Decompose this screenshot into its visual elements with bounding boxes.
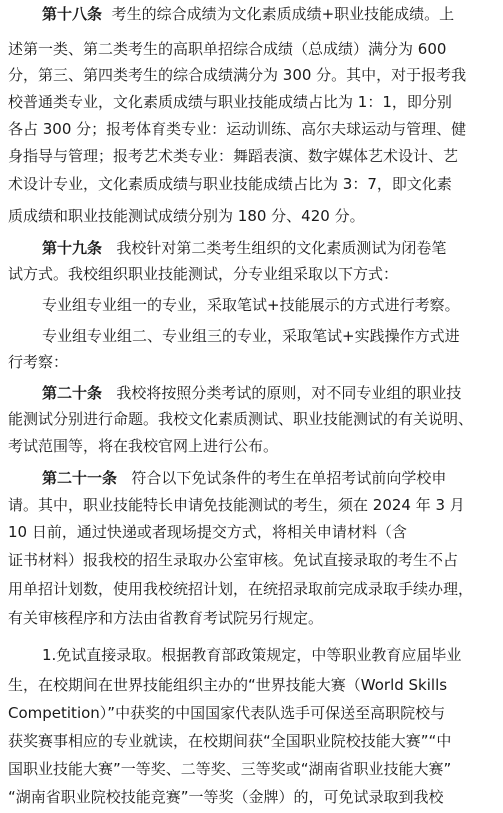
article-19-line-4: 专业组专业组二、专业组三的专业，采取笔试+实践操作方式进	[42, 327, 460, 345]
article-18-text: 考生的综合成绩为文化素质成绩+职业技能成绩。上	[111, 5, 455, 23]
item-1-line-6: “湖南省职业院校技能竞赛”一等奖（金牌）的，可免试录取到我校	[8, 788, 444, 806]
article-19-heading: 第十九条	[42, 239, 103, 257]
article-21-line-1	[42, 466, 446, 490]
article-20-line-3: 考试范围等，将在我校官网上进行公布。	[8, 437, 279, 455]
article-21-line-4: 证书材料）报我校的招生录取办公室审核。免试直接录取的考生不占	[8, 551, 459, 569]
item-1-line-1: 1.免试直接录取。根据教育部政策规定，中等职业教育应届毕业	[42, 646, 462, 664]
article-20-line-2: 能测试分别进行命题。我校文化素质测试、职业技能测试的有关说明、	[8, 410, 474, 428]
article-18-heading: 第十八条	[42, 5, 103, 23]
article-19-text: 我校针对第二类考生组织的文化素质测试为闭卷笔	[116, 239, 447, 257]
article-21-line-2: 请。其中，职业技能特长申请免技能测试的考生，须在 2024 年 3 月	[8, 496, 465, 514]
article-18-line-6: 身指导与管理；报考艺术类专业：舞蹈表演、数字媒体艺术设计、艺	[8, 147, 459, 165]
article-18-line-4: 校普通类专业，文化素质成绩与职业技能成绩占比为 1：1，即分别	[8, 93, 452, 111]
article-21-heading: 第二十一条	[42, 469, 118, 487]
article-21-line-6: 有关审核程序和方法由省教育考试院另行规定。	[8, 609, 324, 627]
article-21-text: 符合以下免试条件的考生在单招考试前向学校申	[131, 469, 447, 487]
article-20-text: 我校将按照分类考试的原则，对不同专业组的职业技	[116, 384, 462, 402]
article-20-line-1	[42, 381, 461, 405]
article-18-line-5: 各占 300 分；报考体育类专业：运动训练、高尔夫球运动与管理、健	[8, 120, 467, 138]
item-1-line-2: 生，在校期间在世界技能组织主办的“世界技能大赛（World Skills	[8, 676, 448, 694]
article-18-line-1	[42, 2, 454, 26]
article-19-line-3: 专业组专业组一的专业，采取笔试+技能展示的方式进行考察。	[42, 296, 460, 314]
article-18-line-8: 质成绩和职业技能测试成绩分别为 180 分、420 分。	[8, 207, 365, 225]
article-18-line-7: 术设计专业，文化素质成绩与职业技能成绩占比为 3：7，即文化素	[8, 175, 452, 193]
article-18-line-2: 述第一类、第二类考生的高职单招综合成绩（总成绩）满分为 600	[8, 40, 447, 58]
article-21-line-5: 用单招计划数，使用我校统招计划，在统招录取前完成录取手续办理，	[8, 580, 474, 598]
item-1-line-4: 获奖赛事相应的专业就读，在校期间获“全国职业院校技能大赛”“中	[8, 732, 452, 750]
article-19-line-1	[42, 236, 446, 260]
item-1-line-5: 国职业技能大赛”一等奖、二等奖、三等奖或“湖南省职业技能大赛”	[8, 760, 452, 778]
article-21-line-3: 10 日前，通过快递或者现场提交方式，将相关申请材料（含	[8, 523, 407, 541]
item-1-line-3: Competition）”中获奖的中国国家代表队选手可保送至高职院校与	[8, 704, 446, 722]
article-20-heading: 第二十条	[42, 384, 103, 402]
article-19-line-5: 行考察：	[8, 353, 69, 371]
article-18-line-3: 分，第三、第四类考生的综合成绩满分为 300 分。其中，对于报考我	[8, 66, 467, 84]
article-19-line-2: 试方式。我校组织职业技能测试，分专业组采取以下方式：	[8, 265, 399, 283]
